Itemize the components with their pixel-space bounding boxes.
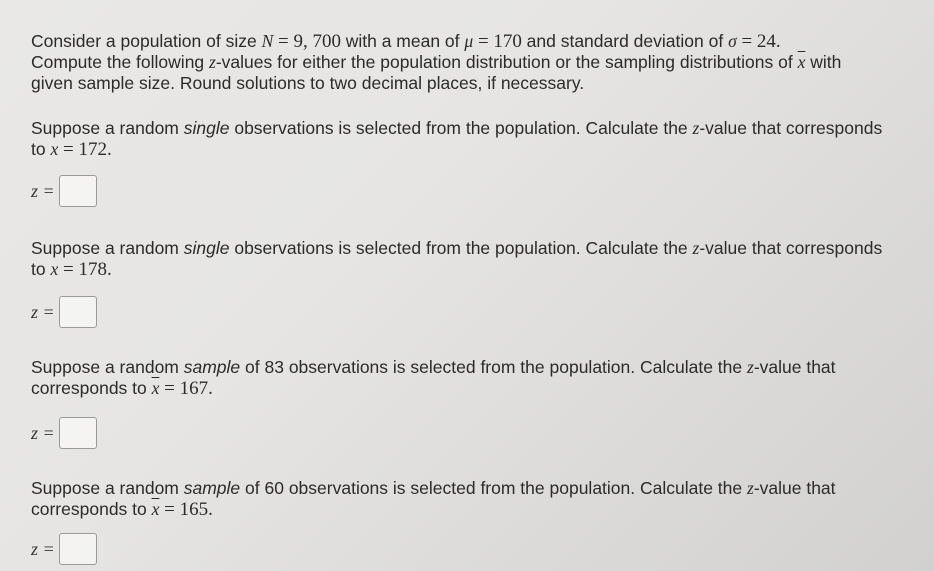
question-1-answer-row — [31, 174, 97, 208]
problem-intro — [31, 31, 911, 94]
answer-input-3[interactable] — [59, 417, 97, 449]
question-2-answer-row — [31, 295, 97, 329]
question-4-answer-row — [31, 532, 97, 566]
intro-line-3: given sample size. Round solutions to two decimal places, if necessary. — [31, 73, 585, 93]
answer-input-4[interactable] — [59, 533, 97, 565]
question-1-text: Suppose a random single observations is selected from the population. Calculate the z-value that corresponds to x = 172. — [31, 118, 883, 160]
intro-line-2: Compute the following z-values for either the population distribution or the sampling distributions of $\overline{x}$ with — [31, 52, 842, 72]
question-4-text: Suppose a random sample of 60 observations is selected from the population. Calculate the z-value that corresponds to $\overline{x} = 165$. — [31, 478, 836, 520]
question-3-answer-row — [31, 416, 97, 450]
answer-input-2[interactable] — [59, 296, 97, 328]
answer-input-1[interactable] — [59, 175, 97, 207]
question-3-text: Suppose a random sample of 83 observations is selected from the population. Calculate the z-value that corresponds to $\overline{x} = 167$. — [31, 357, 836, 399]
intro-line-1: Consider a population of size N = 9, 700 with a mean of μ = 170 and standard deviation of σ = 24. — [31, 31, 781, 52]
z-label: z = — [31, 180, 55, 201]
z-label: z = — [31, 422, 55, 443]
question-2-text: Suppose a random single observations is selected from the population. Calculate the z-value that corresponds to x = 178. — [31, 238, 883, 280]
z-label: z = — [31, 301, 55, 322]
z-label: z = — [31, 538, 55, 559]
